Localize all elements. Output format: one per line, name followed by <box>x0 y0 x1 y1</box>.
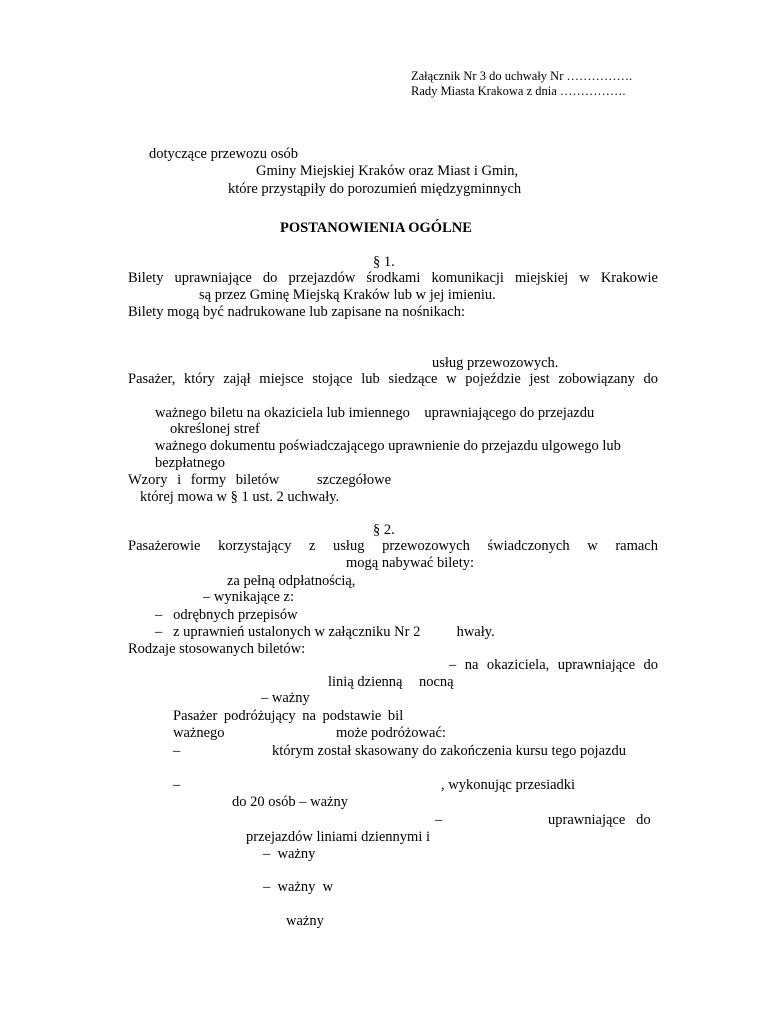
paragraph-2-line-20: ważny <box>286 913 324 929</box>
paragraph-1-line-10b: szczegółowe <box>317 472 392 488</box>
section-title: POSTANOWIENIA OGÓLNE <box>280 220 472 236</box>
paragraph-2-line-12a: ważnego <box>173 725 225 741</box>
paragraph-2-line-5: – odrębnych przepisów <box>155 607 298 623</box>
paragraph-1-number: § 1. <box>373 254 395 270</box>
paragraph-1-line-1: Bilety uprawniające do przejazdów środkami komunikacji miejskiej w Krakowie <box>128 270 658 286</box>
paragraph-1-line-11: której mowa w § 1 ust. 2 uchwały. <box>140 489 340 505</box>
paragraph-1-line-5: Pasażer, który zajął miejsce stojące lub siedzące w pojeździe jest zobowiązany do <box>128 371 658 387</box>
paragraph-2-line-14b: , wykonując przesiadki <box>441 777 576 793</box>
paragraph-2-line-13b: którym został skasowany do zakończenia kursu tego pojazdu <box>272 743 626 759</box>
paragraph-2-line-7: Rodzaje stosowanych biletów: <box>128 641 306 657</box>
paragraph-1-line-2: są przez Gminę Miejską Kraków lub w jej imieniu. <box>199 287 496 303</box>
paragraph-2-line-1: Pasażerowie korzystający z usług przewozowych świadczonych w ramach <box>128 538 658 554</box>
paragraph-1-line-8: ważnego dokumentu poświadczającego uprawnienie do przejazdu ulgowego lub <box>155 438 621 454</box>
intro-line-2: Gminy Miejskiej Kraków oraz Miast i Gmin, <box>256 163 519 179</box>
paragraph-2-line-10: – ważny <box>261 690 310 706</box>
attachment-header-line-1: Załącznik Nr 3 do uchwały Nr ……………. <box>411 69 633 83</box>
paragraph-2-line-14a: – <box>173 777 181 793</box>
paragraph-2-line-4: – wynikające z: <box>203 589 294 605</box>
paragraph-1-line-4: usług przewozowych. <box>432 355 559 371</box>
paragraph-1-line-7: określonej stref <box>170 421 260 437</box>
paragraph-2-line-6: – z uprawnień ustalonych w załączniku Nr 2 hwały. <box>155 624 495 640</box>
paragraph-1-line-3: Bilety mogą być nadrukowane lub zapisane na nośnikach: <box>128 304 466 320</box>
intro-line-1: dotyczące przewozu osób <box>149 146 298 162</box>
intro-line-3: które przystąpiły do porozumień międzygminnych <box>228 181 522 197</box>
paragraph-2-line-16a: – <box>435 812 443 828</box>
paragraph-2-line-9b: nocną <box>419 674 454 690</box>
paragraph-2-line-2: mogą nabywać bilety: <box>346 555 475 571</box>
paragraph-2-line-12b: może podróżować: <box>336 725 446 741</box>
paragraph-2-line-8: – na okaziciela, uprawniające do <box>449 657 658 673</box>
paragraph-2-line-17: przejazdów liniami dziennymi i <box>246 829 431 845</box>
paragraph-2-line-9a: linią dzienną <box>328 674 403 690</box>
paragraph-2-number: § 2. <box>373 522 395 538</box>
paragraph-2-line-16b: uprawniające do <box>548 812 651 828</box>
paragraph-2-line-11: Pasażer podróżujący na podstawie bil <box>173 708 404 724</box>
paragraph-2-line-3: za pełną odpłatnością, <box>227 573 356 589</box>
paragraph-2-line-13a: – <box>173 743 181 759</box>
paragraph-2-line-15: do 20 osób – ważny <box>232 794 348 810</box>
paragraph-1-line-10a: Wzory i formy biletów <box>128 472 280 488</box>
paragraph-1-line-9: bezpłatnego <box>155 455 226 471</box>
attachment-header-line-2: Rady Miasta Krakowa z dnia ……………. <box>411 84 626 98</box>
paragraph-2-line-19: – ważny w <box>263 879 334 895</box>
paragraph-2-line-18: – ważny <box>263 846 316 862</box>
paragraph-1-line-6: ważnego biletu na okaziciela lub imiennego uprawniającego do przejazdu <box>155 405 595 421</box>
